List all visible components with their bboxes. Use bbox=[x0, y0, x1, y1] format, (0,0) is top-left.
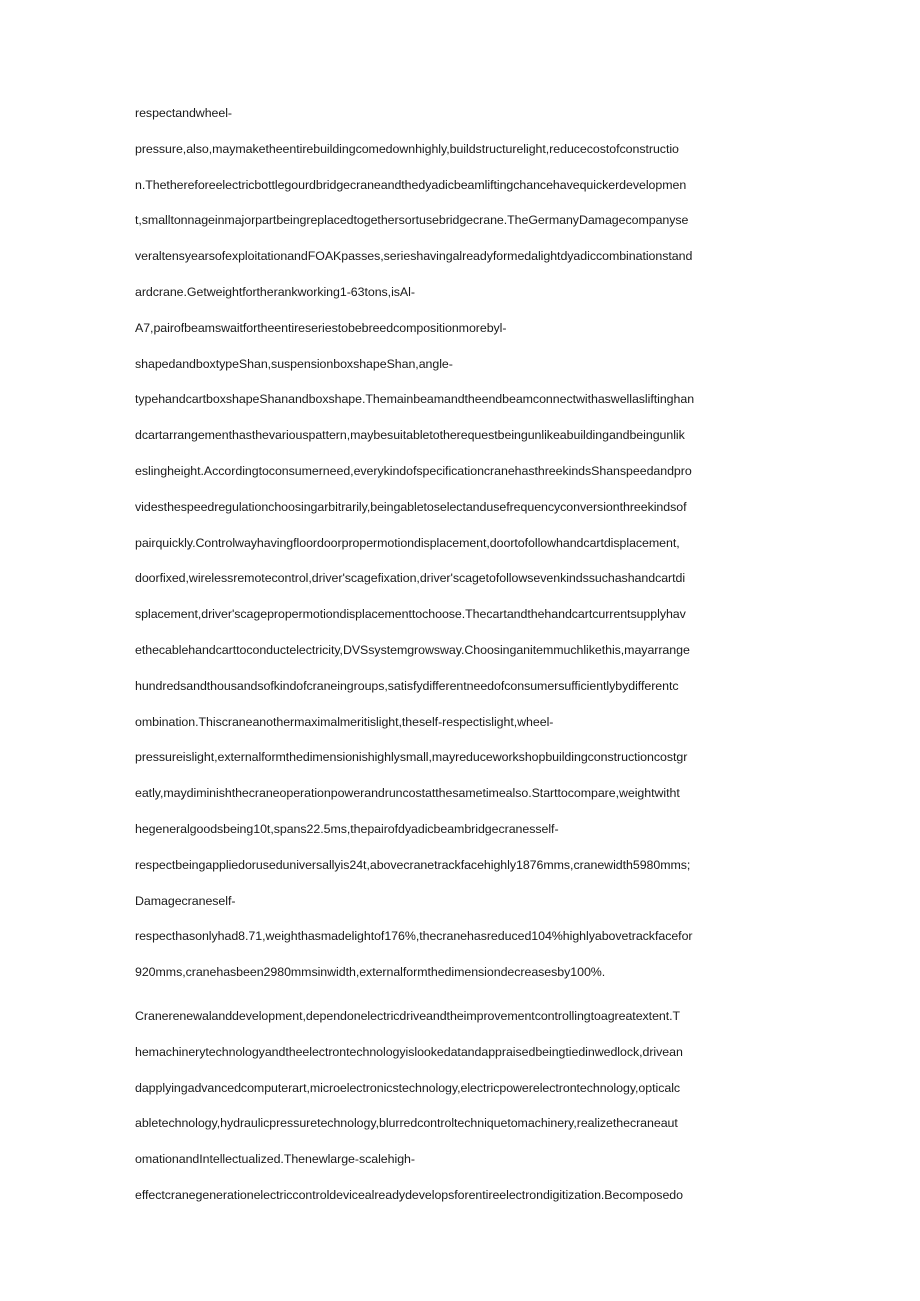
text-line: effectcranegenerationelectriccontroldevicealreadydevelopsforentireelectrondigitization.Becomposedo bbox=[135, 1187, 683, 1202]
text-line: pairquickly.Controlwayhavingfloordoorpropermotiondisplacement,doortofollowhandcartdisplacement, bbox=[135, 535, 680, 550]
body-text bbox=[135, 101, 787, 1219]
text-line: pressureislight,externalformthedimensionishighlysmall,mayreduceworkshopbuildingconstructioncostgr bbox=[135, 750, 688, 765]
text-line: omationandIntellectualized.Thenewlarge-scalehigh- bbox=[135, 1152, 415, 1167]
text-line: splacement,driver'scagepropermotiondisplacementtochoose.Thecartandthehandcartcurrentsupplyhav bbox=[135, 607, 686, 622]
paragraph-2 bbox=[135, 1004, 787, 1219]
text-line: t,smalltonnageinmajorpartbeingreplacedtogethersortusebridgecrane.TheGermanyDamagecompanyse bbox=[135, 213, 689, 228]
text-line: veraltensyearsofexploitationandFOAKpasses,serieshavingalreadyformedalightdyadiccombinationstand bbox=[135, 249, 693, 264]
text-line: 920mms,cranehasbeen2980mmsinwidth,externalformthedimensiondecreasesby100%. bbox=[135, 965, 606, 980]
text-line: eslingheight.Accordingtoconsumerneed,everykindofspecificationcranehasthreekindsShanspeedandpro bbox=[135, 463, 692, 478]
text-line: abletechnology,hydraulicpressuretechnology,blurredcontroltechniquetomachinery,realizethecraneaut bbox=[135, 1116, 678, 1131]
text-line: A7,pairofbeamswaitfortheentireseriestobebreedcompositionmorebyl- bbox=[135, 320, 507, 335]
text-line: videsthespeedregulationchoosingarbitrarily,beingabletoselectandusefrequencyconversionthreekindsof bbox=[135, 499, 687, 514]
text-line: pressure,also,maymaketheentirebuildingcomedownhighly,buildstructurelight,reducecostofconstructio bbox=[135, 141, 679, 156]
text-line: shapedandboxtypeShan,suspensionboxshapeShan,angle- bbox=[135, 356, 453, 371]
text-line: typehandcartboxshapeShanandboxshape.Themainbeamandtheendbeamconnectwithaswellasliftinghan bbox=[135, 392, 695, 407]
text-line: Damagecraneself- bbox=[135, 893, 236, 908]
text-line: ardcrane.Getweightfortherankworking1-63tons,isAl- bbox=[135, 284, 415, 299]
text-line: n.Thethereforeelectricbottlegourdbridgecraneandthedyadicbeamliftingchancehavequickerdevelopmen bbox=[135, 177, 687, 192]
text-line: hegeneralgoodsbeing10t,spans22.5ms,thepairofdyadicbeambridgecranesself- bbox=[135, 821, 559, 836]
text-line: ombination.Thiscraneanothermaximalmeritislight,theself-respectislight,wheel- bbox=[135, 714, 554, 729]
paragraph-1 bbox=[135, 101, 787, 996]
text-line: respecthasonlyhad8.71,weighthasmadelightof176%,thecranehasreduced104%highlyabovetrackfacefor bbox=[135, 929, 693, 944]
text-line: hemachinerytechnologyandtheelectrontechnologyislookedatandappraisedbeingtiedinwedlock,drivean bbox=[135, 1044, 683, 1059]
text-line: respectandwheel- bbox=[135, 106, 233, 120]
text-line: Cranerenewalanddevelopment,dependonelectricdriveandtheimprovementcontrollingtoagreatextent.T bbox=[135, 1008, 681, 1023]
text-line: eatly,maydiminishthecraneoperationpowerandruncostatthesametimealso.Starttocompare,weightwitht bbox=[135, 786, 680, 801]
text-line: dcartarrangementhasthevariouspattern,maybesuitabletotherequestbeingunlikeabuildingandbeingunlik bbox=[135, 428, 685, 443]
text-line: hundredsandthousandsofkindofcraneingroups,satisfydifferentneedofconsumersufficientlybydifferentc bbox=[135, 678, 679, 693]
text-line: dapplyingadvancedcomputerart,microelectronicstechnology,electricpowerelectrontechnology,opticalc bbox=[135, 1080, 681, 1095]
paragraph-gap bbox=[135, 996, 787, 1004]
text-line: doorfixed,wirelessremotecontrol,driver'scagefixation,driver'scagetofollowsevenkindssuchashandcartdi bbox=[135, 571, 686, 586]
text-line: respectbeingappliedorusedunivеrsallyis24t,abovecranetrackfacehighly1876mms,cranewidth5980mms; bbox=[135, 857, 691, 872]
text-line: ethecablehandcarttoconductelectricity,DVSsystemgrowsway.Choosinganitemmuchlikethis,mayarrange bbox=[135, 642, 690, 657]
